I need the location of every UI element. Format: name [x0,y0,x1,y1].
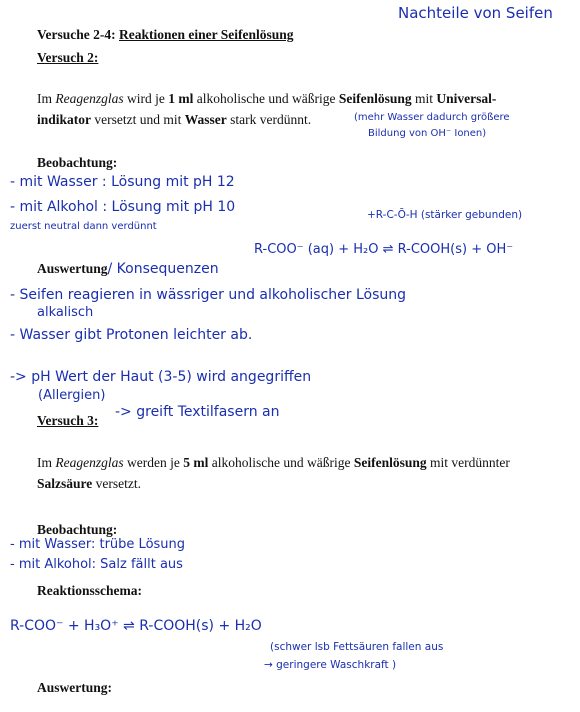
versuch2-heading: Versuch 2: [37,50,99,65]
versuch2-point-4: -> greift Textilfasern an [115,404,280,420]
corner-note: Nachteile von Seifen [398,4,553,22]
versuch3-intro-line1: Im Reagenzglas werden je 5 ml alkoholische und wäßrige Seifenlösung mit verdünnter [37,455,510,470]
versuch3-beobachtung-label: Beobachtung: [37,522,118,537]
versuch2-point-1-cont: alkalisch [37,305,94,320]
versuch3-obs-alcohol: - mit Alkohol: Salz fällt aus [10,557,183,572]
versuch3-obs-water: - mit Wasser: trübe Lösung [10,537,186,552]
versuch2-note-line2: Bildung von OH⁻ Ionen) [368,128,487,139]
versuch3-intro-line2: Salzsäure versetzt. [37,476,141,491]
versuch3-note-line2: → geringere Waschkraft ) [264,659,397,671]
versuch2-equation-annotation: +R-C-Ō-H (stärker gebunden) [367,209,523,221]
title-topic: Reaktionen einer Seifenlösung [119,27,294,42]
versuch2-obs-note: zuerst neutral dann verdünnt [10,221,157,232]
versuch2-auswertung-heading: Auswertung/ Konsequenzen [37,261,219,277]
versuch2-intro-line1: Im Reagenzglas wird je 1 ml alkoholische und wäßrige Seifenlösung mit Universal- [37,91,497,106]
versuch3-note-line1: (schwer lsb Fettsäuren fallen aus [270,641,444,653]
versuch3-heading: Versuch 3: [37,413,99,428]
versuch2-equation: R-COO⁻ (aq) + H₂O ⇌ R-COOH(s) + OH⁻ [254,242,514,257]
page-title [37,27,294,43]
versuch3-schema-label: Reaktionsschema: [37,583,142,598]
versuch2-point-3: -> pH Wert der Haut (3-5) wird angegriffen [10,369,312,385]
versuch2-point-2: - Wasser gibt Protonen leichter ab. [10,327,253,343]
versuch3-equation: R-COO⁻ + H₃O⁺ ⇌ R-COOH(s) + H₂O [10,618,262,634]
versuch2-point-3-cont: (Allergien) [38,388,106,403]
versuch2-point-1: - Seifen reagieren in wässriger und alkoholischer Lösung [10,287,407,303]
versuch2-beobachtung-label: Beobachtung: [37,155,118,170]
versuch2-obs-alcohol: - mit Alkohol : Lösung mit pH 10 [10,199,236,215]
versuch2-intro-line2: indikator versetzt und mit Wasser stark verdünnt. [37,112,312,127]
versuch3-auswertung-label: Auswertung: [37,680,113,695]
versuch2-note-line1: (mehr Wasser dadurch größere [354,112,510,123]
versuch2-obs-water: - mit Wasser : Lösung mit pH 12 [10,174,235,190]
title-prefix: Versuche 2-4: [37,27,116,42]
